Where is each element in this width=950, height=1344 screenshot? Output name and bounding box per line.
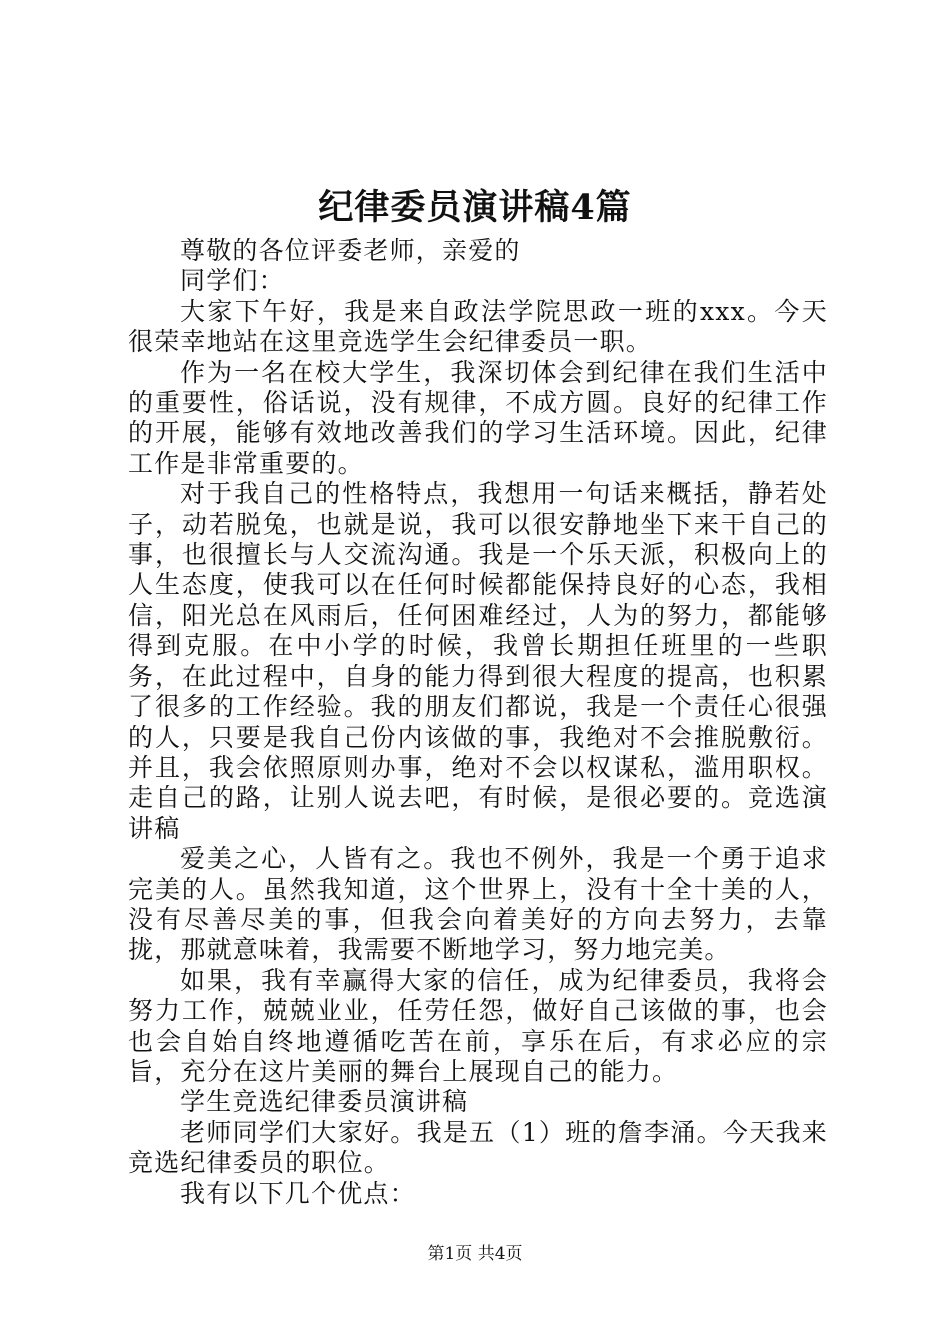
paragraph: 爱美之心，人皆有之。我也不例外，我是一个勇于追求完美的人。虽然我知道，这个世界上，没有十全十美的人，没有尽善尽美的事，但我会向着美好的方向去努力，去靠拢，那就意味着，我需要不断地学习，努力地完美。 [128,844,828,965]
paragraph: 老师同学们大家好。我是五（1）班的詹李涌。今天我来竞选纪律委员的职位。 [128,1117,828,1178]
paragraph: 尊敬的各位评委老师，亲爱的 [180,236,521,265]
page-title: 纪律委员演讲稿4篇 [318,187,632,228]
paragraph: 作为一名在校大学生，我深切体会到纪律在我们生活中的重要性，俗话说，没有规律，不成方圆。良好的纪律工作的开展，能够有效地改善我们的学习生活环境。因此，纪律工作是非常重要的。 [128,357,828,478]
paragraph: 我有以下几个优点： [180,1178,416,1208]
document-body [128,236,828,1209]
paragraph: 大家下午好，我是来自政法学院思政一班的xxx。今天很荣幸地站在这里竞选学生会纪律委员一职。 [128,296,828,357]
section-heading: 学生竞选纪律委员演讲稿 [180,1087,469,1117]
paragraph: 如果，我有幸赢得大家的信任，成为纪律委员，我将会努力工作，兢兢业业，任劳任怨，做好自己该做的事，也会也会自始自终地遵循吃苦在前，享乐在后，有求必应的宗旨，充分在这片美丽的舞台上展现自己的能力。 [128,965,828,1086]
paragraph: 同学们： [180,266,285,296]
paragraph: 对于我自己的性格特点，我想用一句话来概括，静若处子，动若脱兔，也就是说，我可以很安静地坐下来干自己的事，也很擅长与人交流沟通。我是一个乐天派，积极向上的人生态度，使我可以在任何时候都能保持良好的心态，我相信，阳光总在风雨后，任何困难经过，人为的努力，都能够得到克服。在中小学的时候，我曾长期担任班里的一些职务，在此过程中，自身的能力得到很大程度的提高，也积累了很多的工作经验。我的朋友们都说，我是一个责任心很强的人，只要是我自己份内该做的事，我绝对不会推脱敷衍。并且，我会依照原则办事，绝对不会以权谋私，滥用职权。走自己的路，让别人说去吧，有时候，是很必要的。竞选演讲稿 [128,479,828,843]
page-number: 第1页 共4页 [427,1244,523,1264]
